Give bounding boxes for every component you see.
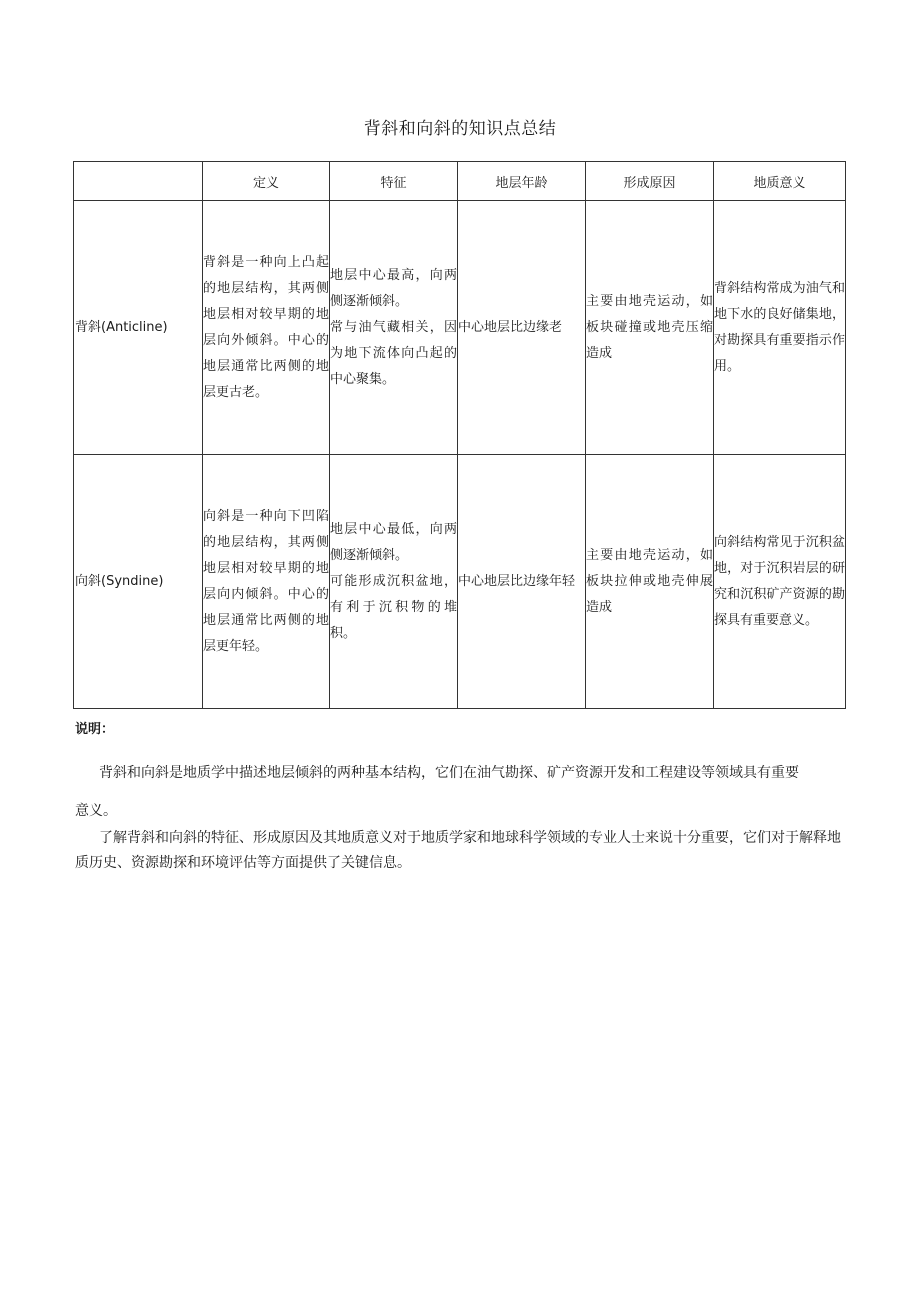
table-header-row <box>74 162 846 201</box>
age-cell: 中心地层比边缘年轻 <box>458 455 586 709</box>
features-cell <box>330 455 458 709</box>
header-cell-cause: 形成原因 <box>586 162 714 201</box>
significance-cell: 背斜结构常成为油气和地下水的良好储集地，对勘探具有重要指示作用。 <box>714 201 846 455</box>
feature-line: 地层中心最高，向两侧逐渐倾斜。 <box>330 267 457 309</box>
table-row-anticline <box>74 201 846 455</box>
features-cell <box>330 201 458 455</box>
header-cell-definition: 定义 <box>203 162 330 201</box>
header-cell-features: 特征 <box>330 162 458 201</box>
age-cell: 中心地层比边缘老 <box>458 201 586 455</box>
header-cell-empty <box>74 162 203 201</box>
header-cell-age: 地层年龄 <box>458 162 586 201</box>
cause-cell: 主要由地壳运动，如板块拉伸或地壳伸展造成 <box>586 455 714 709</box>
notes-paragraph: 背斜和向斜是地质学中描述地层倾斜的两种基本结构，它们在油气勘探、矿产资源开发和工程建设等领域具有重要意义。 <box>75 765 799 819</box>
summary-table <box>73 161 846 709</box>
definition-cell: 背斜是一种向上凸起的地层结构，其两侧地层相对较早期的地层向外倾斜。中心的地层通常比两侧的地层更古老。 <box>203 201 330 455</box>
row-label-syncline: 向斜(Syndine) <box>74 455 203 709</box>
header-cell-significance: 地质意义 <box>714 162 846 201</box>
feature-line: 常与油气藏相关，因为地下流体向凸起的中心聚集。 <box>330 319 457 387</box>
notes-label: 说明： <box>75 722 115 737</box>
table-row-syncline <box>74 455 846 709</box>
significance-cell: 向斜结构常见于沉积盆地，对于沉积岩层的研究和沉积矿产资源的勘探具有重要意义。 <box>714 455 846 709</box>
definition-cell: 向斜是一种向下凹陷的地层结构，其两侧地层相对较早期的地层向内倾斜。中心的地层通常比两侧的地层更年轻。 <box>203 455 330 709</box>
cause-cell: 主要由地壳运动，如板块碰撞或地壳压缩造成 <box>586 201 714 455</box>
feature-line: 可能形成沉积盆地，有利于沉积物的堆积。 <box>330 573 457 641</box>
row-label-anticline: 背斜(Anticline) <box>74 201 203 455</box>
notes-paragraph: 了解背斜和向斜的特征、形成原因及其地质意义对于地质学家和地球科学领域的专业人士来说十分重要，它们对于解释地质历史、资源勘探和环境评估等方面提供了关键信息。 <box>75 830 841 871</box>
feature-line: 地层中心最低，向两侧逐渐倾斜。 <box>330 521 457 563</box>
document-title: 背斜和向斜的知识点总结 <box>363 119 557 139</box>
